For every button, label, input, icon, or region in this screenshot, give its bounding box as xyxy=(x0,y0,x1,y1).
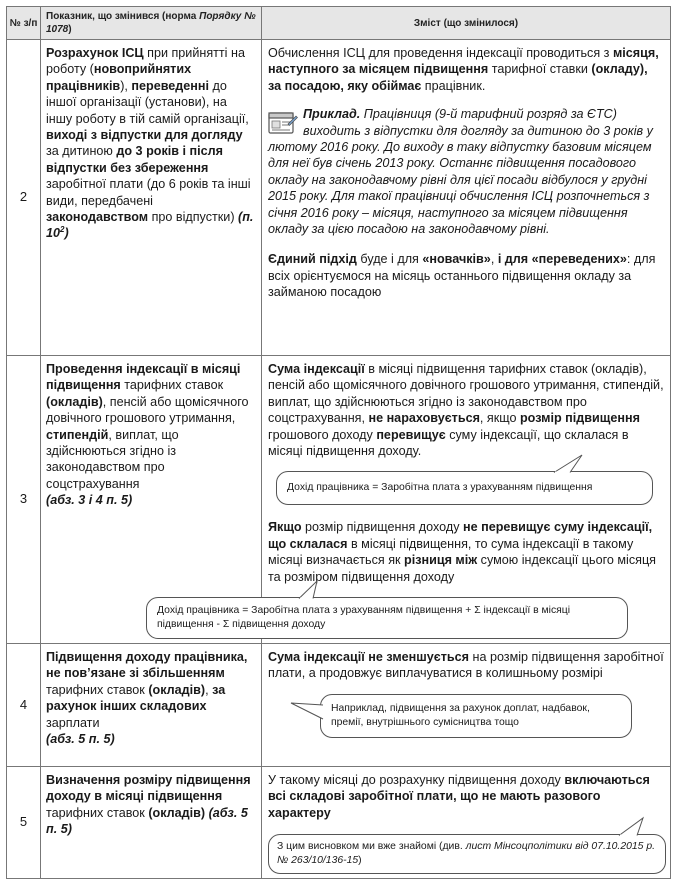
text-segment: , виплат, що здійснюються згідно із законодавством про соцстрахування xyxy=(46,427,179,491)
bold-text-segment: за рахунок інших складових xyxy=(46,682,226,714)
row-content xyxy=(157,356,671,644)
note-bubble xyxy=(320,694,632,738)
bold-text-segment: виході з відпустки для догляду xyxy=(46,128,243,143)
text-segment: до іншої організації (установи), на іншу роботу в тій самій організації, xyxy=(46,78,249,126)
formula-bubble xyxy=(146,597,628,639)
row-number: 5 xyxy=(7,767,41,879)
bold-text-segment: Розрахунок ІСЦ xyxy=(46,46,148,60)
text-segment: суму індексації, що склалася в місяці підвищення доходу. xyxy=(268,427,629,459)
row-indicator xyxy=(41,40,262,356)
bold-text-segment: до 3 років і після відпустки без збереження xyxy=(46,144,223,175)
indicator-text xyxy=(46,46,251,224)
bold-text-segment: Сума індексації xyxy=(268,362,365,376)
row-number: 4 xyxy=(7,644,41,767)
table-row xyxy=(7,767,671,879)
content-paragraph xyxy=(268,251,664,300)
bubble-pointer xyxy=(289,701,325,725)
text-segment: ), xyxy=(120,78,132,93)
note-prefix: З цим висновком ми вже знайомі (див. xyxy=(277,841,466,853)
header-indicator xyxy=(41,7,262,40)
note-suffix: ) xyxy=(358,855,362,867)
bold-text-segment: законодавством xyxy=(46,210,149,225)
bold-text-segment: (окладів) xyxy=(46,394,103,409)
example-document-icon xyxy=(268,110,298,136)
text-segment: грошового доходу xyxy=(268,427,377,442)
bold-text-segment: розмір підвищення xyxy=(519,411,640,426)
text-segment: заробітної плати (до 6 років та інші види, передбачені xyxy=(46,177,251,208)
norm-reference-sup: 2 xyxy=(60,225,65,235)
text-segment: тарифної ставки xyxy=(488,62,592,77)
bold-text-segment: Якщо xyxy=(268,520,302,535)
note-text: Наприклад, підвищення за рахунок доплат, надбавок, премії, внутрішнього сумісництва тощо xyxy=(331,702,590,728)
bold-text-segment: Сума індексації не зменшується xyxy=(268,650,469,665)
content-paragraph xyxy=(268,45,664,94)
bubble-pointer xyxy=(613,816,653,836)
bold-text-segment: Проведення індексації в місяці підвищення xyxy=(46,362,241,393)
text-segment: зарплати xyxy=(46,715,100,730)
text-segment: , пенсій або щомісячного довічного грошового утримання, xyxy=(46,394,249,426)
header-indicator-prefix: Показник, що змінився (норма xyxy=(46,11,200,22)
formula-text: Дохід працівника = Заробітна плата з урахуванням підвищення + Σ індексації в місяці підвищення - Σ підвищення доходу xyxy=(157,605,571,631)
table-row xyxy=(7,40,671,356)
text-segment: на розмір підвищення заробітної плати, а продовжує виплачуватися в колишньому розмірі xyxy=(268,650,664,681)
bold-text-segment: (окладу), за посадою, яку обіймає xyxy=(268,62,648,93)
row-content xyxy=(262,644,671,767)
formula-text: Дохід працівника = Заробітна плата з урахуванням підвищення xyxy=(287,482,593,494)
text-segment: працівник. xyxy=(421,78,486,93)
content-paragraph xyxy=(268,649,664,682)
text-segment: тарифних ставок xyxy=(46,682,149,697)
bubble-pointer xyxy=(552,453,592,473)
example-body: Працівниця (9-й тарифний розряд за ЄТС) виходить з відпустки для догляду за дитиною до 3 років у лютому 2016 року. До виходу в таку відпустку базовим місяцем для неї був січень 2013 року. Останнє підвищення посадового окладу на законодавчому рівні для цієї посади відбулося у грудні 2015 року. Для такої працівниці обчислення ІСЦ розпочнеться з січня 2016 року – місяця, наступного за місяцем підвищення окладу за цією посадою на законодавчому рівні. xyxy=(268,107,653,237)
row-indicator xyxy=(41,767,262,879)
text-segment: тарифних ставок xyxy=(120,378,224,393)
bold-text-segment: стипендій xyxy=(46,427,109,442)
content-paragraph xyxy=(268,772,664,821)
header-indicator-ref: Порядку № 1078 xyxy=(46,11,256,35)
norm-reference-close: ) xyxy=(64,226,69,241)
text-segment: буде і для xyxy=(356,252,423,267)
text-segment: в місяці підвищення тарифних ставок (окладів), пенсій або щомісячного довічного грошового утримання, стипендій, виплат, що здійснюються згідно із законодавством про соцстрахування, xyxy=(268,362,664,426)
indicator-text xyxy=(46,650,247,730)
text-segment: , xyxy=(490,252,498,267)
bubble-pointer xyxy=(297,579,337,599)
content-paragraph xyxy=(268,519,664,585)
example-text xyxy=(268,107,653,236)
note-bubble xyxy=(268,834,666,874)
row-number: 2 xyxy=(7,40,41,356)
bold-text-segment: не нараховується xyxy=(368,411,480,426)
formula-bubble xyxy=(276,471,653,505)
norm-reference: (абз. 3 і 4 п. 5) xyxy=(46,493,133,508)
bold-text-segment: не перевищує суму індексації, що склалася xyxy=(268,520,653,551)
content-paragraph xyxy=(268,361,664,459)
table-row xyxy=(7,356,671,644)
example-label: Приклад. xyxy=(303,107,361,122)
text-segment: , якщо xyxy=(479,411,520,426)
text-segment: про відпустки) xyxy=(148,210,239,225)
text-segment: , xyxy=(205,682,213,697)
table-row xyxy=(7,644,671,767)
bold-text-segment: новоприйнятих працівників xyxy=(46,62,192,93)
text-segment: за дитиною xyxy=(46,144,117,159)
text-segment: розмір підвищення доходу xyxy=(301,520,463,535)
note-citation: лист Мінсоцполітики від 07.10.2015 р. № 263/10/136-15 xyxy=(277,841,655,867)
text-segment: сумою індексації цього місяця та розміром підвищення доходу xyxy=(268,553,656,584)
text-segment: в місяці підвищення, то сума індексації в такому місяці визначається як xyxy=(268,536,634,568)
bold-text-segment: місяця, наступного за місяцем підвищення xyxy=(268,46,659,77)
bold-text-segment: переведенні xyxy=(131,78,209,93)
text-segment: Обчислення ІСЦ для проведення індексації проводиться з xyxy=(268,46,613,60)
header-number: № з/п xyxy=(7,7,41,40)
norm-reference: (абз. 5 п. 5) xyxy=(46,732,115,747)
row-indicator xyxy=(41,644,262,767)
row-number: 3 xyxy=(7,356,41,644)
bold-text-segment: включаються всі складові заробітної плати, що не мають разового характеру xyxy=(268,773,650,820)
bold-text-segment: і для «переведених» xyxy=(497,252,627,267)
text-segment: : для всіх орієнтуємося на місяць останнього підвищення окладу за займаною посадою xyxy=(268,252,656,300)
indexation-changes-table xyxy=(6,6,671,879)
text-segment: при прийнятті на роботу ( xyxy=(46,46,245,77)
header-content: Зміст (що змінилося) xyxy=(262,7,671,40)
header-indicator-suffix: ) xyxy=(68,24,72,35)
bold-text-segment: Визначення розміру підвищення доходу в місяці підвищення xyxy=(46,773,251,804)
row-content xyxy=(262,40,671,356)
bold-text-segment: (окладів) xyxy=(148,682,206,697)
bold-text-segment: Підвищення доходу працівника, не пов’язане зі збільшенням xyxy=(46,650,248,681)
bold-text-segment: Єдиний підхід xyxy=(268,252,357,267)
bold-text-segment: «новачків» xyxy=(422,252,491,267)
bold-text-segment: перевищує xyxy=(376,427,446,442)
bold-text-segment: (окладів) xyxy=(148,805,206,820)
text-segment: У такому місяці до розрахунку підвищення доходу xyxy=(268,773,565,788)
norm-reference-text: (п. 10 xyxy=(46,210,254,241)
indicator-text xyxy=(46,362,249,491)
row-content xyxy=(262,767,671,879)
bold-text-segment: різниця між xyxy=(404,553,478,568)
table-header-row xyxy=(7,7,671,40)
text-segment: тарифних ставок xyxy=(46,805,149,820)
norm-reference: (абз. 5 п. 5) xyxy=(46,805,248,837)
example-block xyxy=(268,106,664,237)
